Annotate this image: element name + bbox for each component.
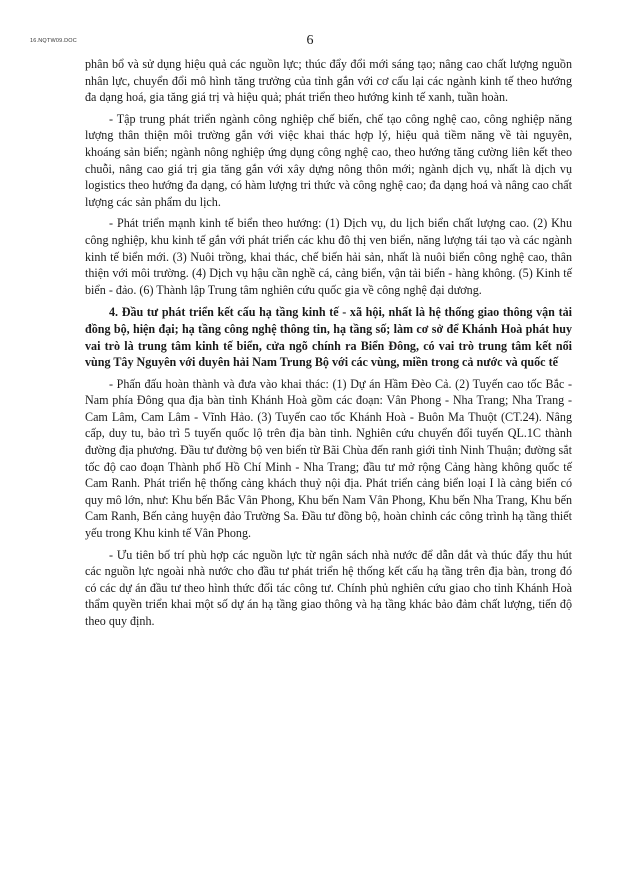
paragraph-infrastructure-projects: - Phấn đấu hoàn thành và đưa vào khai thác: (1) Dự án Hầm Đèo Cả. (2) Tuyến cao tốc Bắc - Nam phía Đông qua địa bàn tỉnh Khánh Hoà gồm các đoạn: Vân Phong - Nha Trang; Nha Trang - Cam Lâm, Cam Lâm - Vĩnh Hảo. (3) Tuyến cao tốc Khánh Hoà - Buôn Ma Thuột (CT.24). Nâng cấp, duy tu, bảo trì 5 tuyến quốc lộ trên địa bàn tỉnh. Nghiên cứu chuyển đổi tuyến QL.1C thành đường địa phương. Đầu tư đường bộ ven biển từ Bãi Chùa đến ranh giới tỉnh Ninh Thuận; đường sắt tốc độ cao đoạn Thành phố Hồ Chí Minh - Nha Trang; đầu tư mở rộng Cảng hàng không quốc tế Cam Ranh. Phát triển hệ thống cảng khách thuỷ nội địa. Phát triển cảng biển loại I là cảng biển có quy mô lớn, như: Khu bến Bắc Vân Phong, Khu bến Nam Vân Phong, Khu bến Nha Trang, Khu bến Cam Ranh, Bến cảng huyện đảo Trường Sa. Đầu tư đồng bộ, hoàn chỉnh các công trình hạ tầng thiết yếu trong Khu kinh tế Vân Phong. bbox=[85, 376, 572, 541]
paragraph-continuation: phân bổ và sử dụng hiệu quả các nguồn lực; thúc đẩy đổi mới sáng tạo; nâng cao chất lượng nguồn nhân lực, chuyển đổi mô hình tăng trưởng của tỉnh gắn với cơ cấu lại các ngành kinh tế theo hướng đa dạng hoá, gia tăng giá trị và hiệu quả; phát triển theo hướng kinh tế xanh, tuần hoàn. bbox=[85, 57, 572, 105]
paragraph-marine-economy: - Phát triển mạnh kinh tế biển theo hướng: (1) Dịch vụ, du lịch biển chất lượng cao. (2) Khu công nghiệp, khu kinh tế gắn với phát triển các khu đô thị ven biển, năng lượng tái tạo và các ngành kinh tế biển mới. (3) Nuôi trồng, khai thác, chế biến hải sản, nhất là nuôi biển công nghệ cao, thân thiện với môi trường. (4) Dịch vụ hậu cần nghề cá, cảng biển, vận tải biển - hàng không. (5) Kinh tế biển - đảo. (6) Thành lập Trung tâm nghiên cứu quốc gia về công nghệ đại dương. bbox=[85, 216, 572, 297]
paragraph-industry: - Tập trung phát triển ngành công nghiệp chế biến, chế tạo công nghệ cao, công nghiệp năng lượng thân thiện môi trường gắn với việc khai thác hợp lý, hiệu quả tiềm năng về tài nguyên, khoáng sản biển; ngành nông nghiệp ứng dụng công nghệ cao, theo hướng tăng cường liên kết theo chuỗi, nâng cao giá trị gia tăng gắn với xây dựng nông thôn mới; ngành dịch vụ, nhất là dịch vụ logistics theo hướng đa dạng, có hàm lượng tri thức và công nghệ cao; đa dạng hoá và nâng cao chất lượng các sản phẩm du lịch. bbox=[85, 111, 572, 209]
paragraph-funding-priority: - Ưu tiên bố trí phù hợp các nguồn lực từ ngân sách nhà nước để dẫn dắt và thúc đẩy thu hút các nguồn lực ngoài nhà nước cho đầu tư phát triển hệ thống kết cấu hạ tầng trên địa bàn, trong đó có các dự án đầu tư theo hình thức đối tác công tư. Chính phủ nghiên cứu giao cho tỉnh Khánh Hoà thẩm quyền triển khai một số dự án hạ tầng giao thông và hạ tầng khác bảo đảm chất lượng, tiến độ theo quy định. bbox=[85, 547, 572, 628]
document-code: 16.NQTW09.DOC bbox=[30, 38, 77, 44]
page-body bbox=[85, 56, 572, 635]
section-heading-4: 4. Đầu tư phát triển kết cấu hạ tầng kinh tế - xã hội, nhất là hệ thống giao thông vận tải đồng bộ, hiện đại; hạ tầng công nghệ thông tin, hạ tầng số; làm cơ sở để Khánh Hoà phát huy vai trò là trung tâm kinh tế biển, cửa ngõ chính ra Biển Đông, có vai trò trung tâm kết nối vùng Tây Nguyên với duyên hải Nam Trung Bộ với các vùng, miền trong cả nước và quốc tế bbox=[85, 305, 572, 370]
page-number: 6 bbox=[306, 33, 314, 48]
